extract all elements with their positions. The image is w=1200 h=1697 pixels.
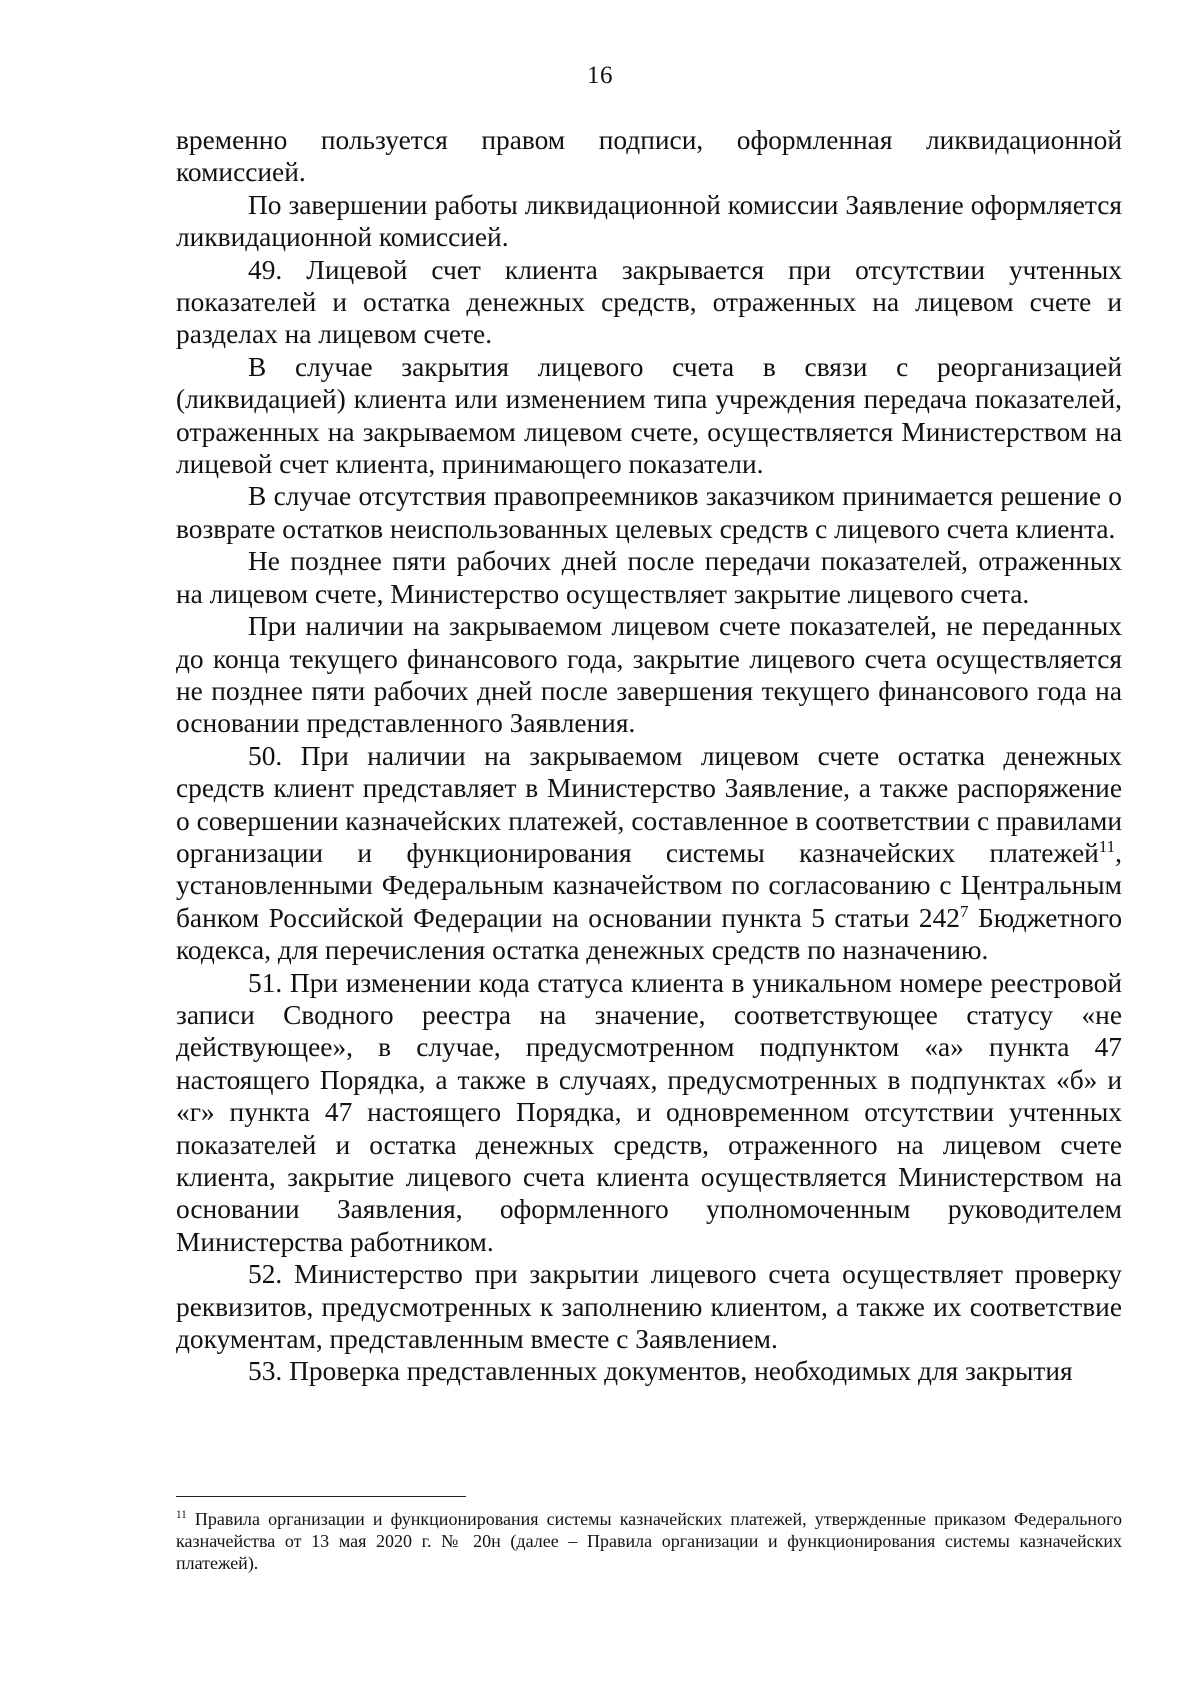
paragraph-text: , установленными Федеральным казначейством по согласованию с Центральным банком Российской Федерации на основании пункта 5 статьи 242 bbox=[176, 837, 1122, 933]
paragraph: В случае отсутствия правопреемников заказчиком принимается решение о возврате остатков неиспользованных целевых средств с лицевого счета клиента. bbox=[176, 481, 1122, 544]
footnote-reference: 11 bbox=[1098, 836, 1116, 856]
paragraph-item-52: 52. Министерство при закрытии лицевого счета осуществляет проверку реквизитов, предусмотренных к заполнению клиентом, а также их соответствие документам, представленным вместе с Заявлением. bbox=[176, 1259, 1122, 1355]
paragraph-item-51: 51. При изменении кода статуса клиента в уникальном номере реестровой записи Сводного реестра на значение, соответствующее статусу «не действующее», в случае, предусмотренном подпунктом «а» пункта 47 настоящего Порядка, а также в случаях, предусмотренных в подпунктах «б» и «г» пункта 47 настоящего Порядка, и одновременном отсутствии учтенных показателей и остатка денежных средств, отраженного на лицевом счете клиента, закрытие лицевого счета клиента осуществляется Министерством на основании Заявления, оформленного уполномоченным руководителем Министерства работником. bbox=[176, 967, 1122, 1257]
paragraph-item-53: 53. Проверка представленных документов, необходимых для закрытия bbox=[248, 1356, 1073, 1387]
paragraph: В случае закрытия лицевого счета в связи с реорганизацией (ликвидацией) клиента или изменением типа учреждения передача показателей, отраженных на закрываемом лицевом счете, осуществляется Министерством на лицевой счет клиента, принимающего показатели. bbox=[176, 351, 1122, 480]
paragraph: Не позднее пяти рабочих дней после передачи показателей, отраженных на лицевом счете, Министерство осуществляет закрытие лицевого счета. bbox=[176, 546, 1122, 609]
footnote-divider bbox=[176, 1496, 466, 1497]
document-body bbox=[176, 124, 1122, 1388]
paragraph-text: 50. При наличии на закрываемом лицевом счете остатка денежных средств клиент представляет в Министерство Заявление, а также распоряжение о совершении казначейских платежей, составленное в соответствии с правилами организации и функционирования системы казначейских платежей bbox=[176, 740, 1122, 868]
superscript-index: 7 bbox=[960, 901, 969, 921]
paragraph: При наличии на закрываемом лицевом счете показателей, не переданных до конца текущего финансового года, закрытие лицевого счета осуществляется не позднее пяти рабочих дней после завершения текущего финансового года на основании представленного Заявления. bbox=[176, 611, 1122, 739]
paragraph-text: Бюджетного кодекса, для перечисления остатка денежных средств по назначению. bbox=[176, 902, 1123, 966]
paragraph-continuation: временно пользуется правом подписи, оформленная ликвидационной комиссией. bbox=[176, 125, 1122, 188]
footnote-marker: 11 bbox=[176, 1509, 187, 1521]
paragraph-item-49: 49. Лицевой счет клиента закрывается при отсутствии учтенных показателей и остатка денежных средств, отраженных на лицевом счете и разделах на лицевом счете. bbox=[176, 254, 1122, 350]
paragraph-item-50 bbox=[176, 740, 1122, 967]
footnote-text: Правила организации и функционирования системы казначейских платежей, утвержденные приказом Федерального казначейства от 13 мая 2020 г. № 20н (далее – Правила организации и функционирования системы казначейских платежей). bbox=[176, 1509, 1122, 1573]
page-number: 16 bbox=[587, 62, 613, 89]
paragraph: По завершении работы ликвидационной комиссии Заявление оформляется ликвидационной комиссией. bbox=[176, 189, 1122, 253]
footnote bbox=[176, 1508, 1122, 1574]
